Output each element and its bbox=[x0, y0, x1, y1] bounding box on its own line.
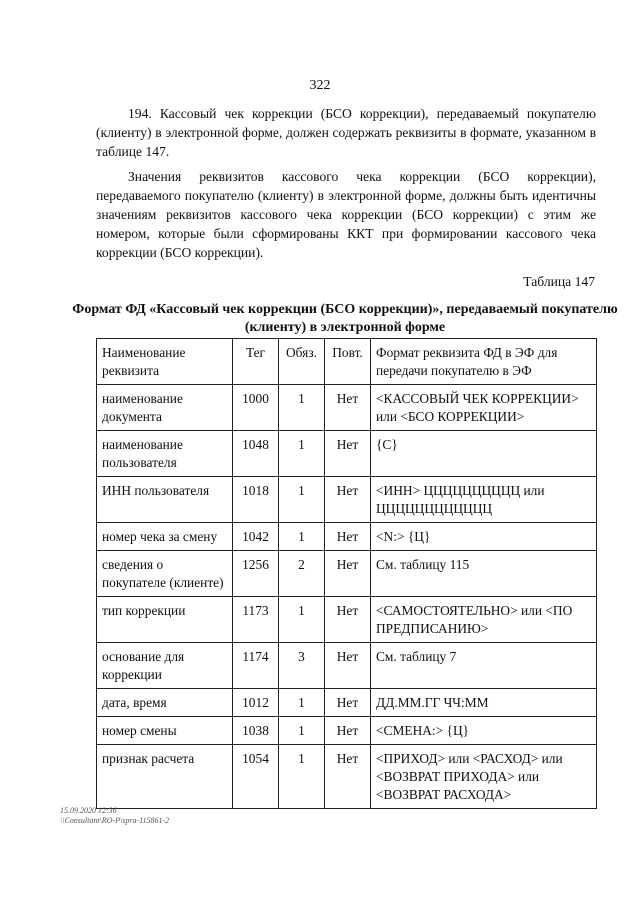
requisites-table bbox=[96, 338, 597, 809]
cell-name: сведения о покупателе (клиенте) bbox=[97, 551, 233, 597]
cell-mandatory: 1 bbox=[279, 477, 325, 523]
cell-mandatory: 1 bbox=[279, 717, 325, 745]
cell-tag: 1048 bbox=[233, 431, 279, 477]
cell-mandatory: 1 bbox=[279, 523, 325, 551]
cell-format: <СМЕНА:> {Ц} bbox=[371, 717, 597, 745]
table-row bbox=[97, 431, 597, 477]
cell-mandatory: 1 bbox=[279, 597, 325, 643]
print-path: \\Consultant\RO-P\spra-115861-2 bbox=[60, 816, 170, 825]
header-tag: Тег bbox=[233, 339, 279, 385]
header-name: Наименование реквизита bbox=[97, 339, 233, 385]
table-row bbox=[97, 597, 597, 643]
paragraph-values: Значения реквизитов кассового чека коррекции (БСО коррекции), передаваемого покупателю (клиенту) в электронной форме, должны быть идентичны значениям реквизитов кассового чека коррекции (БСО коррекции) с этим же номером, которые были сформированы ККТ при формировании кассового чека коррекции (БСО коррекции). bbox=[96, 169, 596, 260]
cell-name: дата, время bbox=[97, 689, 233, 717]
cell-format: См. таблицу 115 bbox=[371, 551, 597, 597]
cell-name: тип коррекции bbox=[97, 597, 233, 643]
cell-format: {С} bbox=[371, 431, 597, 477]
cell-tag: 1018 bbox=[233, 477, 279, 523]
cell-repeat: Нет bbox=[325, 597, 371, 643]
paragraph-194: 194. Кассовый чек коррекции (БСО коррекции), передаваемый покупателю (клиенту) в электронной форме, должен содержать реквизиты в формате, указанном в таблице 147. bbox=[96, 106, 596, 159]
cell-mandatory: 1 bbox=[279, 745, 325, 809]
table-row bbox=[97, 551, 597, 597]
cell-tag: 1042 bbox=[233, 523, 279, 551]
cell-format: <КАССОВЫЙ ЧЕК КОРРЕКЦИИ> или <БСО КОРРЕКЦИИ> bbox=[371, 385, 597, 431]
cell-format: <САМОСТОЯТЕЛЬНО> или <ПО ПРЕДПИСАНИЮ> bbox=[371, 597, 597, 643]
table-row bbox=[97, 523, 597, 551]
cell-tag: 1054 bbox=[233, 745, 279, 809]
cell-mandatory: 1 bbox=[279, 385, 325, 431]
print-timestamp: 15.09.2020 12:36 bbox=[60, 806, 117, 815]
cell-repeat: Нет bbox=[325, 551, 371, 597]
cell-mandatory: 2 bbox=[279, 551, 325, 597]
cell-repeat: Нет bbox=[325, 689, 371, 717]
table-label: Таблица 147 bbox=[523, 274, 595, 289]
cell-format: <N:> {Ц} bbox=[371, 523, 597, 551]
print-stamp bbox=[60, 806, 169, 826]
cell-format: <ПРИХОД> или <РАСХОД> или <ВОЗВРАТ ПРИХОДА> или <ВОЗВРАТ РАСХОДА> bbox=[371, 745, 597, 809]
header-repeat: Повт. bbox=[325, 339, 371, 385]
table-header-row bbox=[97, 339, 597, 385]
cell-repeat: Нет bbox=[325, 431, 371, 477]
header-format: Формат реквизита ФД в ЭФ для передачи покупателю в ЭФ bbox=[371, 339, 597, 385]
cell-repeat: Нет bbox=[325, 717, 371, 745]
cell-name: наименование пользователя bbox=[97, 431, 233, 477]
cell-name: номер чека за смену bbox=[97, 523, 233, 551]
cell-mandatory: 1 bbox=[279, 689, 325, 717]
table-row bbox=[97, 689, 597, 717]
cell-tag: 1256 bbox=[233, 551, 279, 597]
cell-repeat: Нет bbox=[325, 523, 371, 551]
cell-tag: 1038 bbox=[233, 717, 279, 745]
cell-tag: 1173 bbox=[233, 597, 279, 643]
table-row bbox=[97, 717, 597, 745]
cell-tag: 1174 bbox=[233, 643, 279, 689]
cell-name: наименование документа bbox=[97, 385, 233, 431]
table-row bbox=[97, 385, 597, 431]
cell-repeat: Нет bbox=[325, 385, 371, 431]
cell-format: ДД.ММ.ГГ ЧЧ:ММ bbox=[371, 689, 597, 717]
cell-repeat: Нет bbox=[325, 643, 371, 689]
table-row bbox=[97, 477, 597, 523]
cell-repeat: Нет bbox=[325, 745, 371, 809]
cell-name: ИНН пользователя bbox=[97, 477, 233, 523]
page-number: 322 bbox=[309, 78, 331, 93]
cell-format: См. таблицу 7 bbox=[371, 643, 597, 689]
table-row bbox=[97, 745, 597, 809]
cell-repeat: Нет bbox=[325, 477, 371, 523]
header-mandatory: Обяз. bbox=[279, 339, 325, 385]
cell-mandatory: 1 bbox=[279, 431, 325, 477]
table-title: Формат ФД «Кассовый чек коррекции (БСО коррекции)», передаваемый покупателю (клиенту) в электронной форме bbox=[72, 302, 618, 335]
cell-tag: 1012 bbox=[233, 689, 279, 717]
cell-name: номер смены bbox=[97, 717, 233, 745]
cell-name: основание для коррекции bbox=[97, 643, 233, 689]
cell-name: признак расчета bbox=[97, 745, 233, 809]
cell-format: <ИНН> ЦЦЦЦЦЦЦЦЦЦ или ЦЦЦЦЦЦЦЦЦЦЦЦ bbox=[371, 477, 597, 523]
cell-mandatory: 3 bbox=[279, 643, 325, 689]
table-row bbox=[97, 643, 597, 689]
cell-tag: 1000 bbox=[233, 385, 279, 431]
